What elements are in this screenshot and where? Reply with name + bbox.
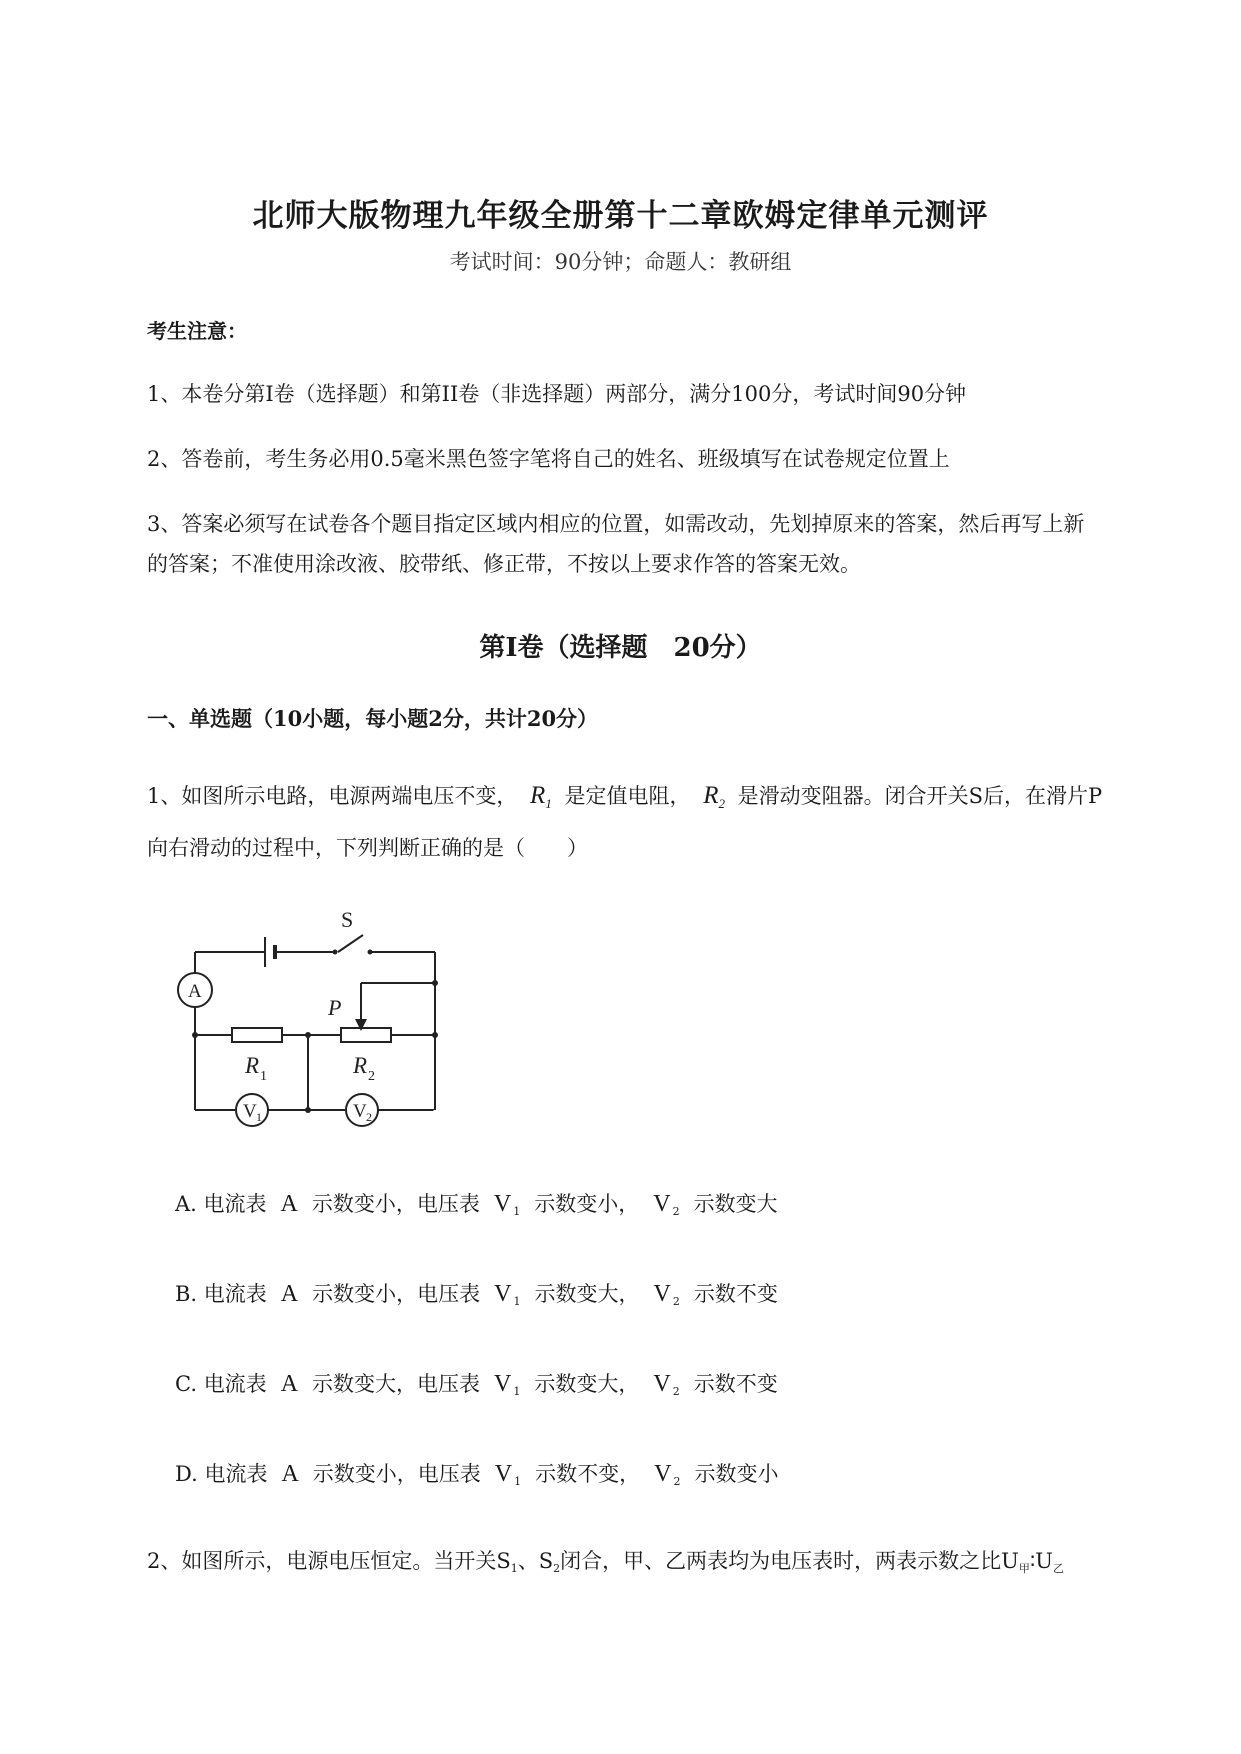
option-label: A. (175, 1192, 197, 1216)
option-text-a: 电流表 (203, 1282, 267, 1306)
option-label: B. (175, 1282, 198, 1306)
v2-symbol: V (653, 1371, 671, 1397)
slider-label: P (328, 995, 342, 1020)
v1-symbol: V (494, 1281, 512, 1307)
resistor-r1 (232, 1028, 282, 1042)
exam-title: 北师大版物理九年级全册第十二章欧姆定律单元测评 (252, 198, 989, 234)
ammeter-symbol: A (280, 1371, 299, 1397)
resistor-r2 (341, 1028, 391, 1042)
q1-option-d[interactable] (175, 1458, 778, 1488)
v1-subscript: 1 (513, 1385, 521, 1398)
question-2-line-1 (147, 1545, 1064, 1576)
notice-item-1: 1、本卷分第I卷（选择题）和第II卷（非选择题）两部分，满分100分，考试时间90分钟 (147, 382, 967, 406)
question-1-line-1 (147, 780, 1102, 812)
v2-label: V (353, 1101, 367, 1122)
option-text-b: 示数变大，电压表 (312, 1372, 481, 1396)
q1-text-mid: 是定值电阻， (564, 784, 691, 808)
r2-label-sub: 2 (368, 1069, 375, 1084)
r1-label: R (245, 1053, 260, 1078)
ammeter-symbol: A (280, 1281, 299, 1307)
junction-center (305, 1032, 311, 1038)
v1-symbol: V (494, 1371, 512, 1397)
ammeter-symbol: A (281, 1461, 299, 1487)
q2-text-sep: 、S (517, 1549, 554, 1573)
junction-slider (432, 980, 438, 986)
q2-s2-subscript: 2 (553, 1562, 561, 1575)
section-title: 第I卷（选择题 20分） (479, 633, 762, 663)
v2-symbol: V (653, 1191, 671, 1217)
q1-text-pre: 1、如图所示电路，电源两端电压不变， (147, 784, 518, 808)
option-text-d: 示数变小 (694, 1462, 779, 1486)
v2-symbol: V (654, 1461, 672, 1487)
v2-symbol: V (653, 1281, 671, 1307)
exam-subtitle: 考试时间：90分钟；命题人：教研组 (449, 250, 792, 274)
option-text-b: 示数变小，电压表 (312, 1462, 481, 1486)
ammeter-label: A (188, 981, 202, 1002)
v1-subscript: 1 (514, 1475, 522, 1488)
notice-item-3-cont: 的答案；不准使用涂改液、胶带纸、修正带，不按以上要求作答的答案无效。 (147, 552, 861, 576)
question-1-line-2: 向右滑动的过程中，下列判断正确的是（ ） (147, 836, 588, 860)
junction-left (192, 1032, 198, 1038)
option-text-a: 电流表 (204, 1462, 268, 1486)
option-text-d: 示数不变 (693, 1372, 778, 1396)
option-text-b: 示数变小，电压表 (312, 1282, 481, 1306)
v2-subscript: 2 (672, 1385, 680, 1398)
q1-r1-letter: R (530, 782, 546, 809)
option-text-a: 电流表 (203, 1192, 267, 1216)
slider-arrowhead (355, 1019, 367, 1031)
option-text-c: 示数不变， (535, 1462, 641, 1486)
option-text-b: 示数变小，电压表 (311, 1192, 480, 1216)
switch-label: S (341, 907, 354, 932)
q2-text-colon: ∶U (1029, 1549, 1054, 1573)
q2-u1-subscript: 甲 (1018, 1562, 1030, 1575)
circuit-diagram (175, 895, 455, 1135)
q1-r1-subscript: 1 (545, 796, 552, 811)
switch-blade (338, 935, 363, 952)
q1-text-post: 是滑动变阻器。闭合开关S后，在滑片P (737, 784, 1103, 808)
q1-option-a[interactable] (175, 1188, 778, 1218)
v1-symbol: V (493, 1191, 512, 1217)
v1-symbol: V (494, 1461, 513, 1487)
q2-text-post: 闭合，甲、乙两表均为电压表时，两表示数之比U (560, 1549, 1019, 1573)
junction-bottom (305, 1107, 311, 1113)
option-text-c: 示数变小， (534, 1192, 640, 1216)
v1-label: V (243, 1101, 257, 1122)
option-label: C. (175, 1372, 197, 1396)
v1-label-sub: 1 (256, 1110, 262, 1124)
q1-r2-subscript: 2 (718, 796, 725, 811)
notice-item-2: 2、答卷前，考生务必用0.5毫米黑色签字笔将自己的姓名、班级填写在试卷规定位置上 (147, 447, 950, 471)
notice-heading: 考生注意： (147, 319, 247, 343)
v1-subscript: 1 (513, 1205, 521, 1218)
v2-subscript: 2 (672, 1295, 680, 1308)
ammeter-symbol: A (280, 1191, 298, 1217)
q1-r2-letter: R (703, 782, 719, 809)
option-text-d: 示数不变 (693, 1282, 778, 1306)
part-title: 一、单选题（10小题，每小题2分，共计20分） (147, 706, 599, 731)
v1-subscript: 1 (513, 1295, 521, 1308)
q1-r2-symbol (697, 782, 731, 809)
v2-subscript: 2 (673, 1475, 681, 1488)
switch-contact-right (368, 950, 373, 955)
v2-label-sub: 2 (366, 1110, 372, 1124)
v2-subscript: 2 (672, 1205, 680, 1218)
option-text-c: 示数变大， (534, 1282, 640, 1306)
option-label: D. (175, 1462, 198, 1486)
q1-option-b[interactable] (175, 1278, 778, 1308)
option-text-a: 电流表 (203, 1372, 267, 1396)
q1-option-c[interactable] (175, 1368, 778, 1398)
r2-label: R (353, 1053, 368, 1078)
q1-r1-symbol (524, 782, 558, 809)
junction-right (432, 1032, 438, 1038)
notice-item-3: 3、答案必须写在试卷各个题目指定区域内相应的位置，如需改动，先划掉原来的答案，然后再写上新 (147, 512, 1085, 536)
option-text-d: 示数变大 (693, 1192, 778, 1216)
option-text-c: 示数变大， (534, 1372, 640, 1396)
q2-u2-subscript: 乙 (1053, 1562, 1065, 1575)
q2-s1-subscript: 1 (510, 1562, 518, 1575)
q2-text-pre: 2、如图所示，电源电压恒定。当开关S (147, 1549, 511, 1573)
switch-contact-left (333, 950, 338, 955)
r1-label-sub: 1 (260, 1069, 267, 1084)
